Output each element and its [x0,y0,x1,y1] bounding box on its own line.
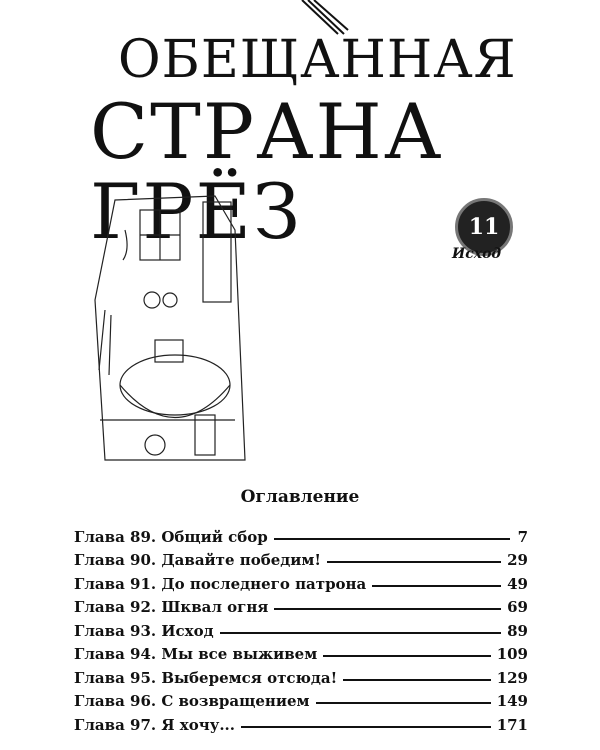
page-number: 89 [507,621,528,640]
leader-line [274,538,510,540]
page-number: 149 [496,692,528,711]
leader-line [241,726,491,728]
chapter-title: Глава 92. Шквал огня [74,598,269,617]
toc-entry [74,525,528,549]
book-title-line1: ОБЕЩАННАЯ [118,30,517,90]
toc-entry [74,619,528,643]
chapter-title: Глава 94. Мы все выживем [74,645,318,664]
page-number: 7 [517,527,528,546]
room-sketch-illustration [85,190,265,480]
volume-subtitle: Исход [452,246,502,262]
leader-line [274,608,501,610]
chapter-title: Глава 89. Общий сбор [74,527,268,546]
chapter-title: Глава 90. Давайте победим! [74,551,321,570]
toc-entry [74,596,528,620]
leader-line [343,679,490,681]
chapter-title: Глава 97. Я хочу... [74,715,235,734]
page-number: 29 [507,551,528,570]
page-number: 129 [496,668,528,687]
leader-line [220,632,502,634]
page-number: 49 [507,574,528,593]
volume-number-badge: 11 [455,198,513,256]
toc-entry [74,572,528,596]
book-title-line2: СТРАНА ГРЁЗ [90,87,444,256]
toc-entry [74,549,528,573]
chapter-title: Глава 96. С возвращением [74,692,310,711]
toc-entry [74,643,528,667]
page-number: 171 [496,715,528,734]
chapter-title: Глава 93. Исход [74,621,214,640]
page-number: 109 [496,645,528,664]
toc-heading: Оглавление [240,487,360,507]
chapter-title: Глава 91. До последнего патрона [74,574,367,593]
toc-entry [74,690,528,714]
leader-line [316,702,491,704]
leader-line [323,655,490,657]
chapter-title: Глава 95. Выберемся отсюда! [74,668,338,687]
page-number: 69 [507,598,528,617]
leader-line [372,585,501,587]
toc-entry [74,713,528,737]
toc-entry [74,666,528,690]
leader-line [327,561,501,563]
table-of-contents [74,525,528,737]
